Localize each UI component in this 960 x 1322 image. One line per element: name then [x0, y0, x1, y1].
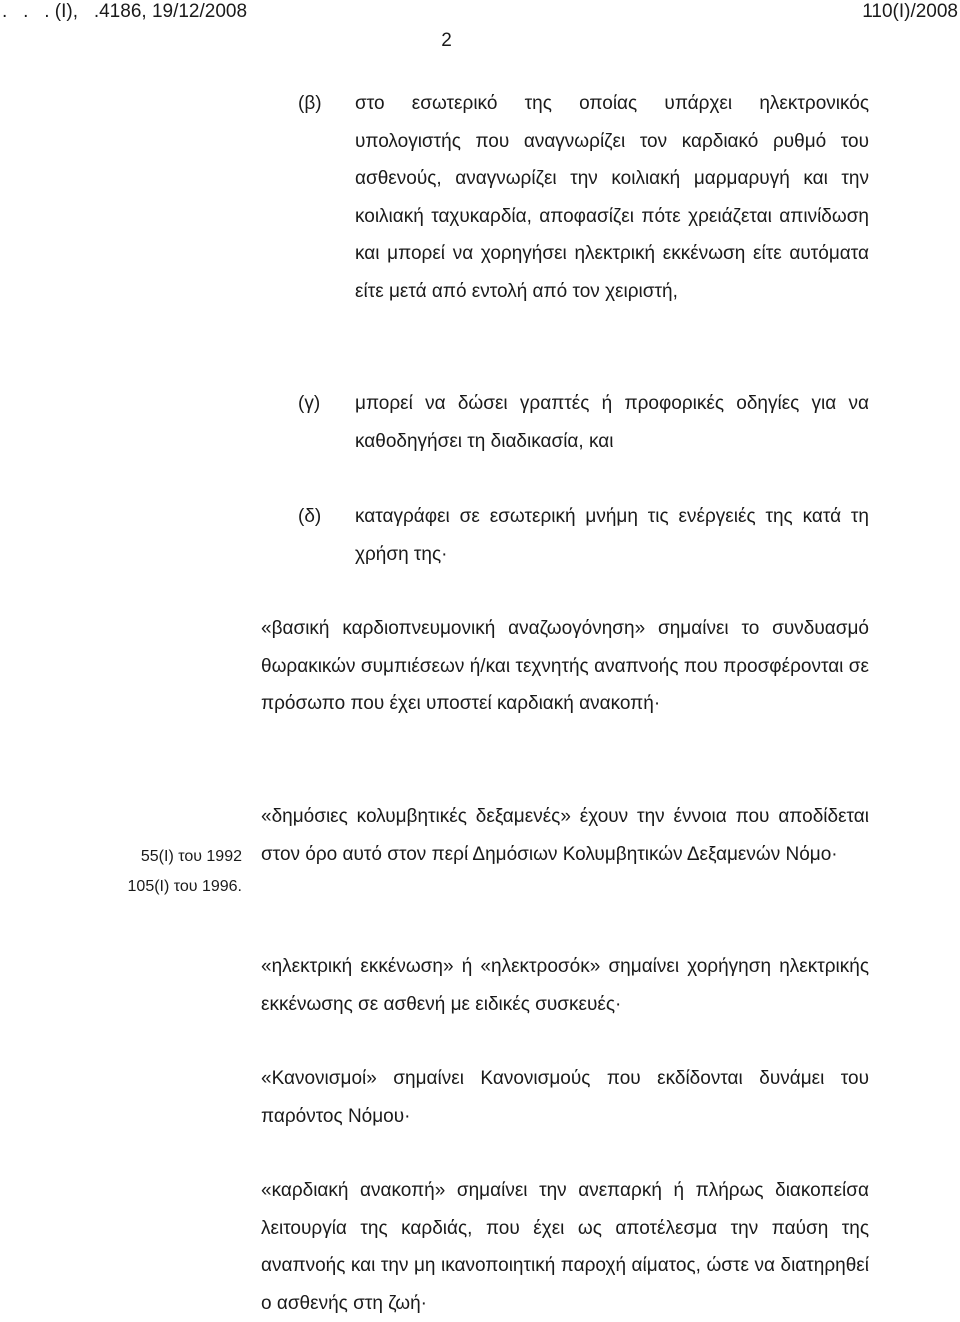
header-gazette-reference: . . . (Ι), .4186, 19/12/2008 [2, 1, 248, 22]
definition-cardiac-arrest: «καρδιακή ανακοπή» σημαίνει την ανεπαρκή ή πλήρως διακοπείσα λειτουργία της καρδιάς, που έχει ως αποτέλεσμα την παύση της αναπνοής και την μη ικανοποιητική παροχή αίματος, ώστε να διατηρηθεί ο ασθενής στη ζωή· [261, 1180, 869, 1314]
item-label-d: (δ) [298, 506, 322, 527]
item-text-c: μπορεί να δώσει γραπτές ή προφορικές οδηγίες για να καθοδηγήσει τη διαδικασία, και [355, 393, 869, 452]
definition-regulations: «Κανονισμοί» σημαίνει Κανονισμούς που εκδίδονται δυνάμει του παρόντος Νόμου· [261, 1068, 869, 1127]
item-text-d: καταγράφει σε εσωτερική μνήμη τις ενέργειές της κατά τη χρήση της· [355, 506, 869, 565]
item-label-b: (β) [298, 93, 322, 114]
margin-note-law-1996: 105(Ι) του 1996. [127, 878, 242, 895]
page-header [0, 0, 960, 24]
definition-basic-cpr: «βασική καρδιοπνευμονική αναζωογόνηση» σημαίνει το συνδυασμό θωρακικών συμπιέσεων ή/και τεχνητής αναπνοής που προσφέρονται σε πρόσωπο που έχει υποστεί καρδιακή ανακοπή· [261, 618, 869, 714]
definition-public-pools: «δημόσιες κολυμβητικές δεξαμενές» έχουν την έννοια που αποδίδεται στον όρο αυτό στον περί Δημόσιων Κολυμβητικών Δεξαμενών Νόμο· [261, 806, 869, 865]
item-text-b: στο εσωτερικό της οποίας υπάρχει ηλεκτρονικός υπολογιστής που αναγνωρίζει τον καρδιακό ρυθμό του ασθενούς, αναγνωρίζει την κοιλιακή μαρμαρυγή και την κοιλιακή ταχυκαρδία, αποφασίζει πότε χρειάζεται απινίδωση και μπορεί να χορηγήσει ηλεκτρική εκκένωση είτε αυτόματα είτε μετά από εντολή από τον χειριστή, [355, 93, 869, 302]
header-law-number: 110(Ι)/2008 [862, 1, 958, 22]
definition-electric-shock: «ηλεκτρική εκκένωση» ή «ηλεκτροσόκ» σημαίνει χορήγηση ηλεκτρικής εκκένωσης σε ασθενή με ειδικές συσκευές· [261, 956, 869, 1015]
item-label-c: (γ) [298, 393, 321, 414]
margin-note-law-1992: 55(Ι) του 1992 [140, 848, 242, 865]
page-number: 2 [441, 30, 452, 51]
